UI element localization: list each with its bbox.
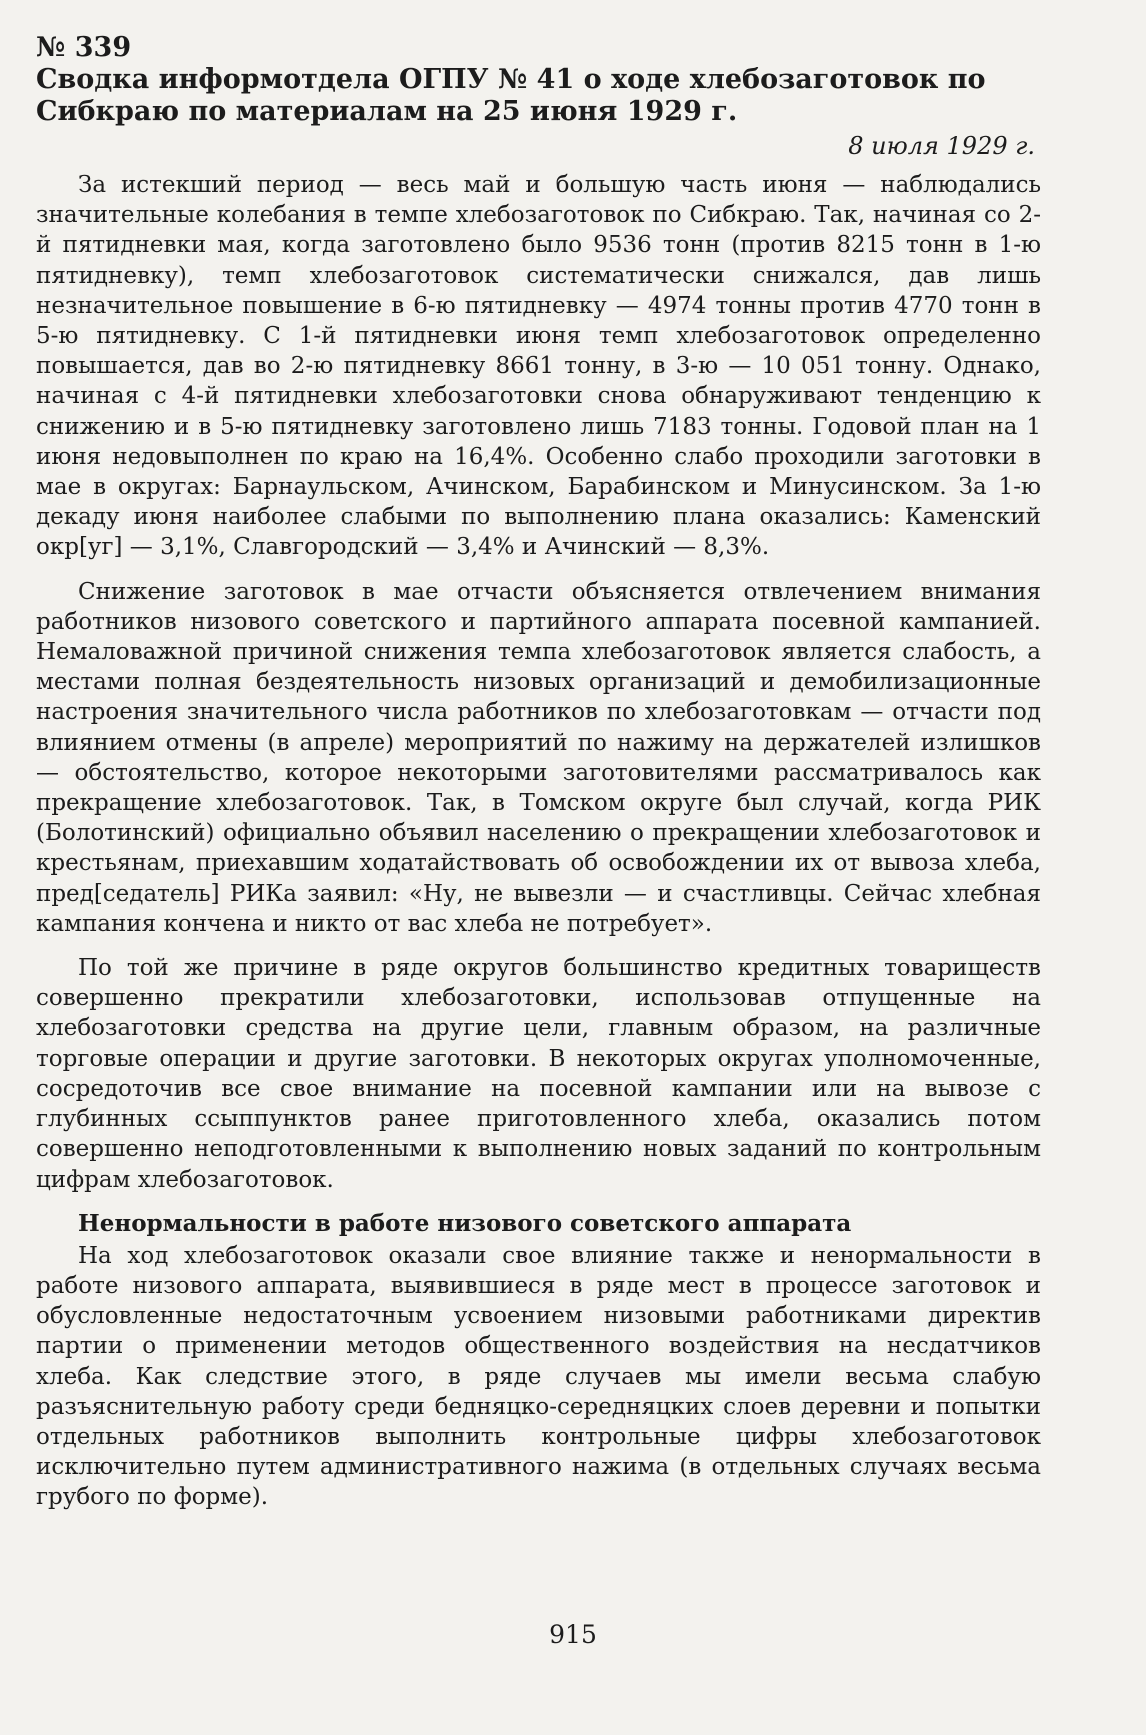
- document-date: 8 июля 1929 г.: [848, 132, 1035, 160]
- document-number: № 339: [36, 32, 132, 63]
- body-paragraph: За истекший период — весь май и большую часть июня — наблюдались значительные колебания в темпе хлебозаготовок по Сибкраю. Так, начиная со 2-й пятидневки мая, когда заготовлено было 9536 тонн (против 8215 тонн в 1-ю пятидневку), темп хлебозаготовок систематически снижался, дав лишь незначительное повышение в 6-ю пятидневку — 4974 тонны против 4770 тонн в 5-ю пятидневку. С 1-й пятидневки июня темп хлебозаготовок определенно повышается, дав во 2-ю пятидневку 8661 тонну, в 3-ю — 10 051 тонну. Однако, начиная с 4-й пятидневки хлебозаготовки снова обнаруживают тенденцию к снижению и в 5-ю пятидневку заготовлено лишь 7183 тонны. Годовой план на 1 июня недовыполнен по краю на 16,4%. Особенно слабо проходили заготовки в мае в округах: Барнаульском, Ачинском, Барабинском и Минусинском. За 1-ю декаду июня наиболее слабыми по выполнению плана оказались: Каменский окр[уг] — 3,1%, Славгородский — 3,4% и Ачинский — 8,3%.: [36, 172, 1041, 561]
- body-paragraph: Снижение заготовок в мае отчасти объясняется отвлечением внимания работников низового советского и партийного аппарата посевной кампанией. Немаловажной причиной снижения темпа хлебозаготовок является слабость, а местами полная бездеятельность низовых организаций и демобилизационные настроения значительного числа работников по хлебозаготовкам — отчасти под влиянием отмены (в апреле) мероприятий по нажиму на держателей излишков — обстоятельство, которое некоторыми заготовителями рассматривалось как прекращение хлебозаготовок. Так, в Томском округе был случай, когда РИК (Болотинский) официально объявил населению о прекращении хлебозаготовок и крестьянам, приехавшим ходатайствовать об освобождении их от вывоза хлеба, пред[седатель] РИКа заявил: «Ну, не вывезли — и счастливцы. Сейчас хлебная кампания кончена и никто от вас хлеба не потребует».: [36, 578, 1041, 937]
- body-paragraph: На ход хлебозаготовок оказали свое влияние также и ненормальности в работе низового аппарата, выявившиеся в ряде мест в процессе заготовок и обусловленные недостаточным усвоением низовыми работниками директив партии о применении методов общественного воздействия на несдатчиков хлеба. Как следствие этого, в ряде случаев мы имели весьма слабую разъяснительную работу среди бедняцко-середняцких слоев деревни и попытки отдельных работников выполнить контрольные цифры хлебозаготовок исключительно путем административного нажима (в отдельных случаях весьма грубого по форме).: [36, 1242, 1041, 1511]
- body-paragraph: По той же причине в ряде округов большинство кредитных товариществ совершенно прекратили хлебозаготовки, использовав отпущенные на хлебозаготовки средства на другие цели, главным образом, на различные торговые операции и другие заготовки. В некоторых округах уполномоченные, сосредоточив все свое внимание на посевной кампании или на вывозе с глубинных ссыппунктов ранее приготовленного хлеба, оказались потом совершенно неподготовленными к выполнению новых заданий по контрольным цифрам хлебозаготовок.: [36, 955, 1041, 1193]
- section-heading: Ненормальности в работе низового советского аппарата: [78, 1209, 852, 1237]
- document-page: [36, 32, 1041, 1527]
- document-title-line-2: Сибкраю по материалам на 25 июня 1929 г.: [36, 96, 738, 127]
- page-number: 915: [549, 1620, 597, 1649]
- document-title-line-1: Сводка информотдела ОГПУ № 41 о ходе хлебозаготовок по: [36, 64, 986, 95]
